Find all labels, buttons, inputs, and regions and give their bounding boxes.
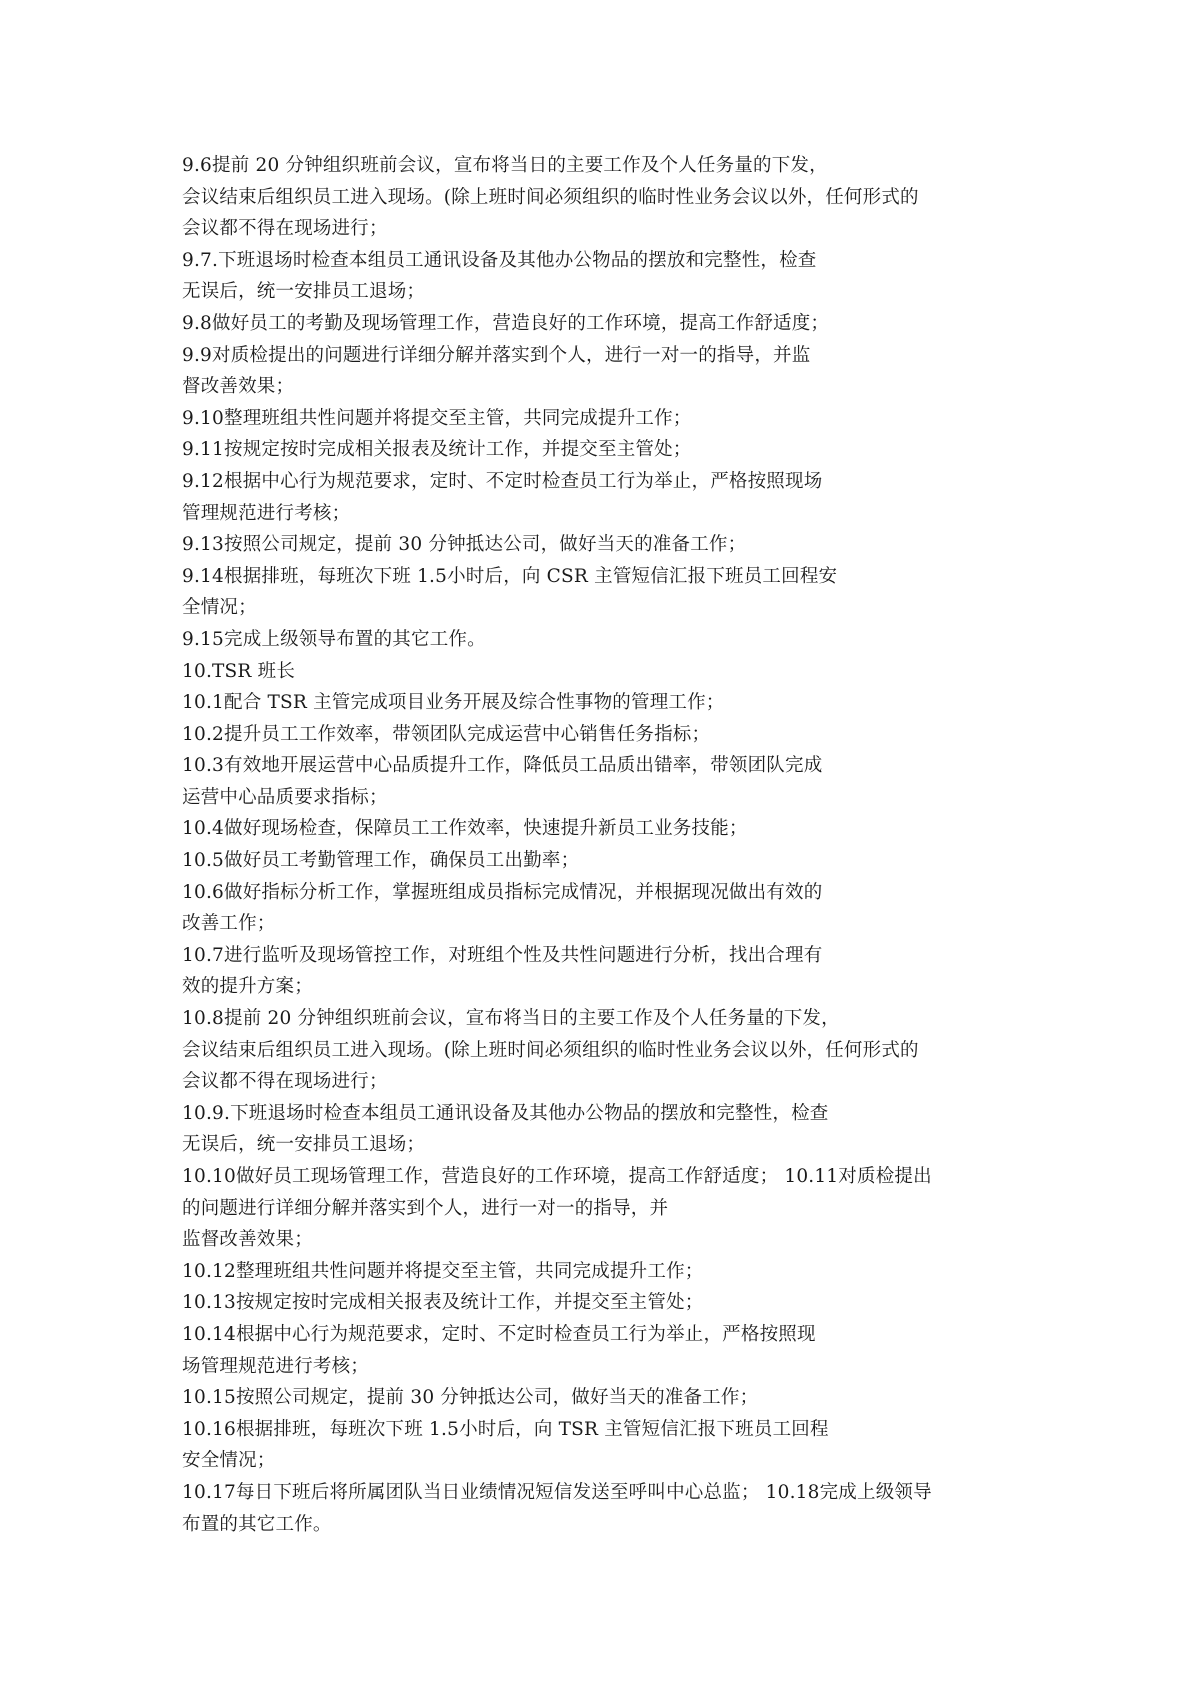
document-line: 10.5做好员工考勤管理工作，确保员工出勤率； xyxy=(182,850,580,872)
document-line: 9.13按照公司规定，提前 30 分钟抵达公司，做好当天的准备工作； xyxy=(182,534,747,556)
document-line: 10.12整理班组共性问题并将提交至主管，共同完成提升工作； xyxy=(182,1260,704,1282)
document-line: 无误后，统一安排员工退场； xyxy=(182,1134,426,1156)
document-line: 10.6做好指标分析工作，掌握班组成员指标完成情况，并根据现况做出有效的 xyxy=(182,881,823,903)
document-line: 效的提升方案； xyxy=(182,976,313,998)
document-line: 会议都不得在现场进行； xyxy=(182,1071,388,1093)
document-line: 10.10做好员工现场管理工作，营造良好的工作环境，提高工作舒适度； 10.11对质检提出 xyxy=(182,1166,932,1187)
section-heading: 10.TSR 班长 xyxy=(182,660,296,682)
document-line: 监督改善效果； xyxy=(182,1229,313,1251)
document-line: 10.16根据排班，每班次下班 1.5小时后，向 TSR 主管短信汇报下班员工回程 xyxy=(182,1418,829,1440)
document-line: 10.15按照公司规定，提前 30 分钟抵达公司，做好当天的准备工作； xyxy=(182,1387,759,1409)
document-line: 会议结束后组织员工进入现场。(除上班时间必须组织的临时性业务会议以外，任何形式的 xyxy=(182,186,919,208)
document-line: 9.6提前 20 分钟组织班前会议，宣布将当日的主要工作及个人任务量的下发， xyxy=(182,155,828,176)
document-line: 管理规范进行考核； xyxy=(182,502,351,524)
document-line: 10.9.下班退场时检查本组员工通讯设备及其他办公物品的摆放和完整性，检查 xyxy=(182,1102,829,1124)
document-line: 10.2提升员工工作效率，带领团队完成运营中心销售任务指标； xyxy=(182,723,711,745)
document-line: 9.11按规定按时完成相关报表及统计工作，并提交至主管处； xyxy=(182,439,692,461)
document-line: 9.7.下班退场时检查本组员工通讯设备及其他办公物品的摆放和完整性，检查 xyxy=(182,249,817,271)
document-line: 10.14根据中心行为规范要求，定时、不定时检查员工行为举止，严格按照现 xyxy=(182,1323,816,1345)
document-line: 9.9对质检提出的问题进行详细分解并落实到个人，进行一对一的指导，并监 xyxy=(182,344,811,366)
document-line: 布置的其它工作。 xyxy=(182,1513,332,1535)
document-line: 10.7进行监听及现场管控工作，对班组个性及共性问题进行分析，找出合理有 xyxy=(182,944,823,966)
document-line: 的问题进行详细分解并落实到个人，进行一对一的指导，并 xyxy=(182,1197,669,1219)
document-line: 10.4做好现场检查，保障员工工作效率，快速提升新员工业务技能； xyxy=(182,818,748,840)
document-line: 9.8做好员工的考勤及现场管理工作，营造良好的工作环境，提高工作舒适度； xyxy=(182,312,830,334)
document-line: 督改善效果； xyxy=(182,376,295,398)
document-line: 改善工作； xyxy=(182,913,276,935)
document-line: 场管理规范进行考核； xyxy=(182,1355,370,1377)
document-line: 9.10整理班组共性问题并将提交至主管，共同完成提升工作； xyxy=(182,407,692,429)
document-line: 10.8提前 20 分钟组织班前会议，宣布将当日的主要工作及个人任务量的下发， xyxy=(182,1008,840,1030)
document-line: 无误后，统一安排员工退场； xyxy=(182,281,426,303)
document-line: 9.14根据排班，每班次下班 1.5小时后，向 CSR 主管短信汇报下班员工回程安 xyxy=(182,565,838,587)
document-line: 会议都不得在现场进行； xyxy=(182,218,388,240)
document-line: 运营中心品质要求指标； xyxy=(182,786,388,808)
document-line: 10.1配合 TSR 主管完成项目业务开展及综合性事物的管理工作； xyxy=(182,692,725,714)
document-line: 全情况； xyxy=(182,597,257,619)
document-line: 10.17每日下班后将所属团队当日业绩情况短信发送至呼叫中心总监； 10.18完成上级领导 xyxy=(182,1481,932,1503)
document-line: 9.15完成上级领导布置的其它工作。 xyxy=(182,628,486,650)
document-line: 10.13按规定按时完成相关报表及统计工作，并提交至主管处； xyxy=(182,1292,704,1314)
document-line: 安全情况； xyxy=(182,1450,276,1472)
document-line: 会议结束后组织员工进入现场。(除上班时间必须组织的临时性业务会议以外，任何形式的 xyxy=(182,1039,919,1061)
document-body xyxy=(182,150,1032,1540)
document-line: 10.3有效地开展运营中心品质提升工作，降低员工品质出错率，带领团队完成 xyxy=(182,755,823,777)
document-line: 9.12根据中心行为规范要求，定时、不定时检查员工行为举止，严格按照现场 xyxy=(182,470,823,492)
